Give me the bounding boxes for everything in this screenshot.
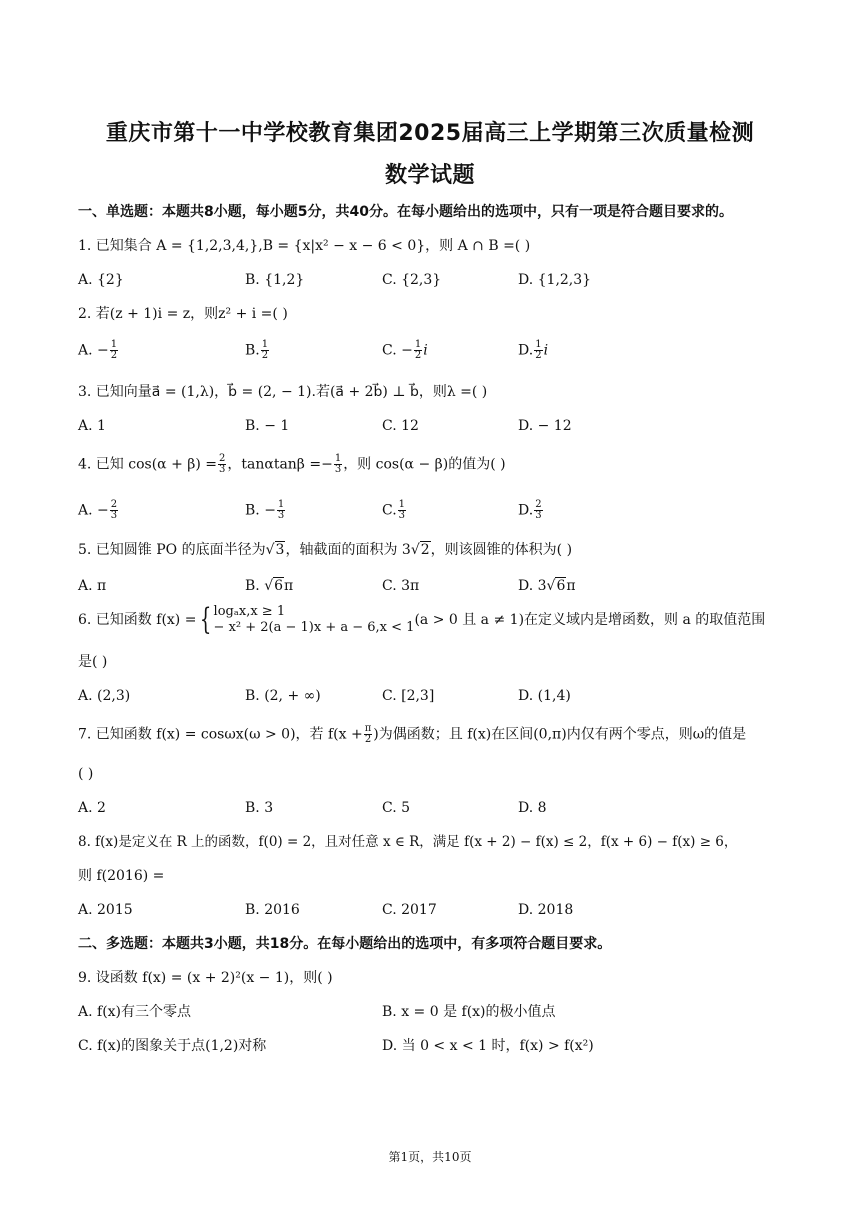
question-3-stem: 3. 已知向量a⃗ = (1,λ)，b⃗ = (2, − 1).若(a⃗ + 2b⃗) ⊥ b⃗，则λ =( )	[78, 384, 488, 400]
question-1-option-a: A. {2}	[78, 272, 124, 288]
question-4-option-a: A. − $\frac{2}{3}$	[78, 499, 118, 521]
page-footer: 第1页，共10页	[388, 1150, 472, 1164]
question-6-option-a: A. (2,3)	[78, 688, 131, 704]
question-3-option-b: B. − 1	[245, 418, 290, 434]
question-4-option-b: B. − $\frac{1}{3}$	[245, 499, 285, 521]
question-7-option-c: C. 5	[382, 800, 411, 816]
question-3-option-a: A. 1	[78, 418, 106, 434]
piecewise-brace: {	[200, 602, 212, 637]
question-2-option-b: B. $\frac{1}{2}$	[245, 339, 269, 361]
question-9-option-d: D. 当 0 < x < 1 时，f(x) > f(x²)	[382, 1038, 594, 1054]
question-6-stem: 6. 已知函数 f(x) = { logₐx,x ≥ 1 − x² + 2(a − 1)x + a − 6,x < 1 (a > 0 且 a ≠ 1)在定义域内是增函数，则 a 的取值范围	[78, 602, 766, 637]
question-8-option-d: D. 2018	[518, 902, 574, 918]
question-4-option-d: D. $\frac{2}{3}$	[518, 499, 542, 521]
question-9-option-c: C. f(x)的图象关于点(1,2)对称	[78, 1038, 267, 1054]
section-multiple-choice-heading: 二、多选题：本题共3小题，共18分。在每小题给出的选项中，有多项符合题目要求。	[78, 936, 612, 952]
question-5-option-c: C. 3π	[382, 578, 420, 594]
question-8-stem-continued: 则 f(2016) =	[78, 868, 165, 884]
question-5-stem: 5. 已知圆锥 PO 的底面半径为√3，轴截面的面积为 3√2，则该圆锥的体积为( )	[78, 542, 573, 558]
question-6-option-c: C. [2,3]	[382, 688, 435, 704]
question-7-stem: 7. 已知函数 f(x) = cosωx(ω > 0)，若 f(x + $\frac{\pi}{2}$ )为偶函数；且 f(x)在区间(0,π)内仅有两个零点，则ω的值是	[78, 723, 747, 745]
question-5-option-a: A. π	[78, 578, 107, 594]
question-5-option-d: D. 3√6π	[518, 578, 576, 594]
question-4-option-c: C. $\frac{1}{3}$	[382, 499, 406, 521]
question-1-option-c: C. {2,3}	[382, 272, 442, 288]
question-7-stem-continued: ( )	[78, 766, 94, 782]
question-2-option-d: D. $\frac{1}{2}$ i	[518, 339, 549, 361]
question-6-option-d: D. (1,4)	[518, 688, 571, 704]
question-1-stem: 1. 已知集合 A = {1,2,3,4,},B = {x|x² − x − 6 < 0}，则 A ∩ B =( )	[78, 238, 531, 254]
question-8-option-c: C. 2017	[382, 902, 437, 918]
question-6-option-b: B. (2, + ∞)	[245, 688, 321, 704]
question-9-stem: 9. 设函数 f(x) = (x + 2)²(x − 1)，则( )	[78, 970, 333, 986]
section-single-choice-heading: 一、单选题：本题共8小题，每小题5分，共40分。在每小题给出的选项中，只有一项是符合题目要求的。	[78, 204, 733, 220]
exam-title: 重庆市第十一中学校教育集团2025届高三上学期第三次质量检测	[105, 121, 755, 146]
question-8-option-b: B. 2016	[245, 902, 300, 918]
question-1-option-d: D. {1,2,3}	[518, 272, 592, 288]
question-6-stem-continued: 是( )	[78, 654, 108, 670]
question-4-stem: 4. 已知 cos(α + β) = $\frac{2}{3}$ ，tanαtanβ =− $\frac{1}{3}$ ，则 cos(α − β)的值为( )	[78, 453, 506, 475]
question-2-option-a: A. − $\frac{1}{2}$	[78, 339, 118, 361]
question-3-option-c: C. 12	[382, 418, 419, 434]
question-2-stem: 2. 若(z + 1)i = z，则z² + i =( )	[78, 306, 288, 322]
question-9-option-b: B. x = 0 是 f(x)的极小值点	[382, 1004, 556, 1020]
question-2-option-c: C. − $\frac{1}{2}$ i	[382, 339, 428, 361]
question-8-option-a: A. 2015	[78, 902, 133, 918]
question-8-stem: 8. f(x)是定义在 R 上的函数，f(0) = 2，且对任意 x ∈ R，满足 f(x + 2) − f(x) ≤ 2，f(x + 6) − f(x) ≥ 6，	[78, 834, 738, 850]
question-7-option-b: B. 3	[245, 800, 274, 816]
question-9-option-a: A. f(x)有三个零点	[78, 1004, 192, 1020]
question-7-option-d: D. 8	[518, 800, 547, 816]
question-1-option-b: B. {1,2}	[245, 272, 305, 288]
question-5-option-b: B. √6π	[245, 578, 294, 594]
exam-subtitle: 数学试题	[384, 163, 475, 188]
question-7-option-a: A. 2	[78, 800, 106, 816]
question-3-option-d: D. − 12	[518, 418, 572, 434]
